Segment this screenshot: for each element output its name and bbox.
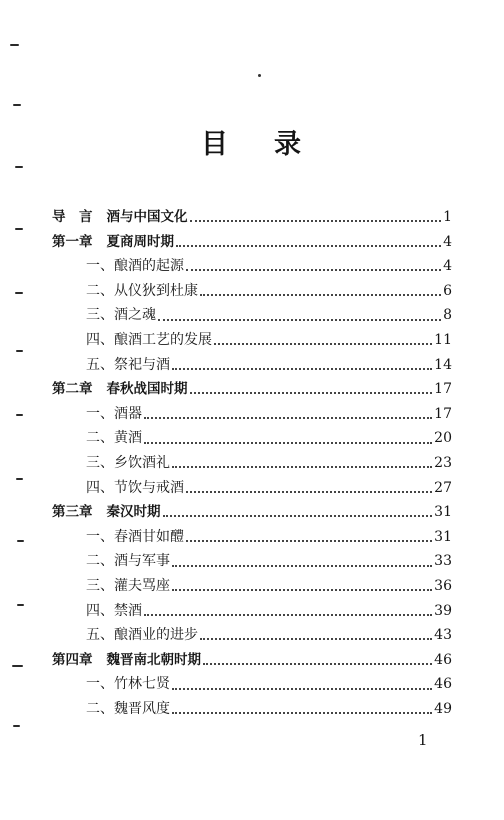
toc-entry-label <box>52 500 161 525</box>
toc-entry-label: 五、祭祀与酒 <box>86 356 170 373</box>
toc-page-number: 46 <box>434 676 452 693</box>
title-char-1: 目 <box>201 129 230 160</box>
toc-section-entry[interactable] <box>52 623 452 648</box>
scan-mark <box>15 166 23 168</box>
toc-entry-label: 一、竹林七贤 <box>86 676 170 693</box>
table-of-contents <box>52 205 452 721</box>
toc-entry-label: 二、魏晋风度 <box>86 700 170 717</box>
dot-leader <box>144 614 432 616</box>
toc-page-number: 1 <box>443 209 452 225</box>
toc-entry-label: 三、酒之魂 <box>86 307 156 324</box>
title-char-2: 录 <box>274 129 303 160</box>
toc-page-number: 23 <box>434 454 452 471</box>
toc-section-entry[interactable] <box>52 451 452 476</box>
chapter-name: 春秋战国时期 <box>106 381 188 398</box>
chapter-name: 夏商周时期 <box>106 233 174 250</box>
chapter-name: 魏晋南北朝时期 <box>106 651 201 668</box>
toc-page-number: 33 <box>434 553 452 570</box>
toc-section-entry[interactable] <box>52 672 452 697</box>
toc-entry-label: 一、酿酒的起源 <box>86 258 184 275</box>
toc-section-entry[interactable] <box>52 402 452 427</box>
toc-entry-label: 四、节饮与戒酒 <box>86 479 184 496</box>
toc-page-number: 49 <box>434 700 452 717</box>
toc-entry-label: 二、酒与军事 <box>86 553 170 570</box>
toc-section-entry[interactable] <box>52 697 452 722</box>
dot-leader <box>186 540 432 542</box>
toc-section-entry[interactable] <box>52 303 452 328</box>
toc-entry-label: 三、灌夫骂座 <box>86 577 170 594</box>
toc-page-number: 17 <box>434 405 452 422</box>
toc-entry-label: 五、酿酒业的进步 <box>86 627 198 644</box>
toc-section-entry[interactable] <box>52 328 452 353</box>
dot-leader <box>144 442 432 444</box>
toc-page-number: 11 <box>434 331 452 348</box>
toc-page-number: 31 <box>434 504 452 521</box>
scan-mark <box>16 414 23 416</box>
toc-page-number: 20 <box>434 430 452 447</box>
page-number: 1 <box>418 731 428 749</box>
dot-leader <box>176 245 441 247</box>
dot-leader <box>144 417 432 419</box>
chapter-name: 酒与中国文化 <box>106 209 188 225</box>
toc-page-number: 36 <box>434 577 452 594</box>
toc-page-number: 4 <box>443 233 452 250</box>
toc-entry-label: 四、酿酒工艺的发展 <box>86 331 212 348</box>
toc-section-entry[interactable] <box>52 279 452 304</box>
scan-mark <box>13 725 20 727</box>
dot-leader <box>158 319 441 321</box>
dot-leader <box>172 466 432 468</box>
toc-entry-label <box>52 377 188 402</box>
toc-section-entry[interactable] <box>52 525 452 550</box>
toc-chapter-entry[interactable] <box>52 500 452 525</box>
chapter-number: 第三章 <box>52 504 93 521</box>
toc-page-number: 4 <box>443 258 452 275</box>
dot-leader <box>172 688 432 690</box>
toc-page-number: 17 <box>434 381 452 398</box>
dot-leader <box>186 269 441 271</box>
toc-page-number: 46 <box>434 651 452 668</box>
chapter-number: 第四章 <box>52 651 93 668</box>
toc-section-entry[interactable] <box>52 549 452 574</box>
chapter-number: 导 言 <box>52 209 93 225</box>
toc-chapter-entry[interactable] <box>52 648 452 673</box>
toc-entry-label <box>52 230 174 255</box>
dot-leader <box>172 712 432 714</box>
scan-mark <box>10 44 19 46</box>
toc-section-entry[interactable] <box>52 599 452 624</box>
dot-leader <box>190 392 433 394</box>
toc-entry-label: 一、酒器 <box>86 405 142 422</box>
chapter-number: 第一章 <box>52 233 93 250</box>
toc-entry-label: 三、乡饮酒礼 <box>86 454 170 471</box>
scan-mark <box>15 292 23 294</box>
toc-chapter-entry[interactable] <box>52 205 452 230</box>
toc-section-entry[interactable] <box>52 254 452 279</box>
toc-page-number: 14 <box>434 356 452 373</box>
dot-leader <box>200 638 432 640</box>
toc-page-number: 8 <box>443 307 452 324</box>
toc-section-entry[interactable] <box>52 353 452 378</box>
scan-mark <box>12 665 23 667</box>
toc-page-number: 43 <box>434 627 452 644</box>
dot-leader <box>214 343 432 345</box>
toc-entry-label <box>52 205 188 230</box>
toc-entry-label: 四、禁酒 <box>86 602 142 619</box>
dot-leader <box>172 589 432 591</box>
scan-mark <box>13 104 21 106</box>
toc-page-number: 27 <box>434 479 452 496</box>
scan-mark <box>16 350 23 352</box>
toc-entry-label: 二、黄酒 <box>86 430 142 447</box>
toc-entry-label: 一、春酒甘如醴 <box>86 528 184 545</box>
toc-page-number: 6 <box>443 282 452 299</box>
toc-entry-label <box>52 648 201 673</box>
scan-mark <box>17 604 24 606</box>
page-title <box>0 122 504 161</box>
dot-leader <box>200 294 441 296</box>
chapter-number: 第二章 <box>52 381 93 398</box>
toc-chapter-entry[interactable] <box>52 377 452 402</box>
toc-chapter-entry[interactable] <box>52 230 452 255</box>
dot-leader <box>203 663 432 665</box>
dot-leader <box>172 368 432 370</box>
toc-entry-label: 二、从仪狄到杜康 <box>86 282 198 299</box>
toc-section-entry[interactable] <box>52 426 452 451</box>
scan-mark <box>15 228 23 230</box>
chapter-name: 秦汉时期 <box>106 504 161 521</box>
dot-leader <box>190 220 442 222</box>
dot-leader <box>186 491 432 493</box>
toc-page-number: 31 <box>434 528 452 545</box>
toc-section-entry[interactable] <box>52 476 452 501</box>
toc-page-number: 39 <box>434 602 452 619</box>
scan-mark <box>17 540 24 542</box>
dot-leader <box>163 515 433 517</box>
dot-leader <box>172 565 432 567</box>
toc-section-entry[interactable] <box>52 574 452 599</box>
scan-mark <box>16 478 23 480</box>
scan-speck <box>258 74 261 77</box>
